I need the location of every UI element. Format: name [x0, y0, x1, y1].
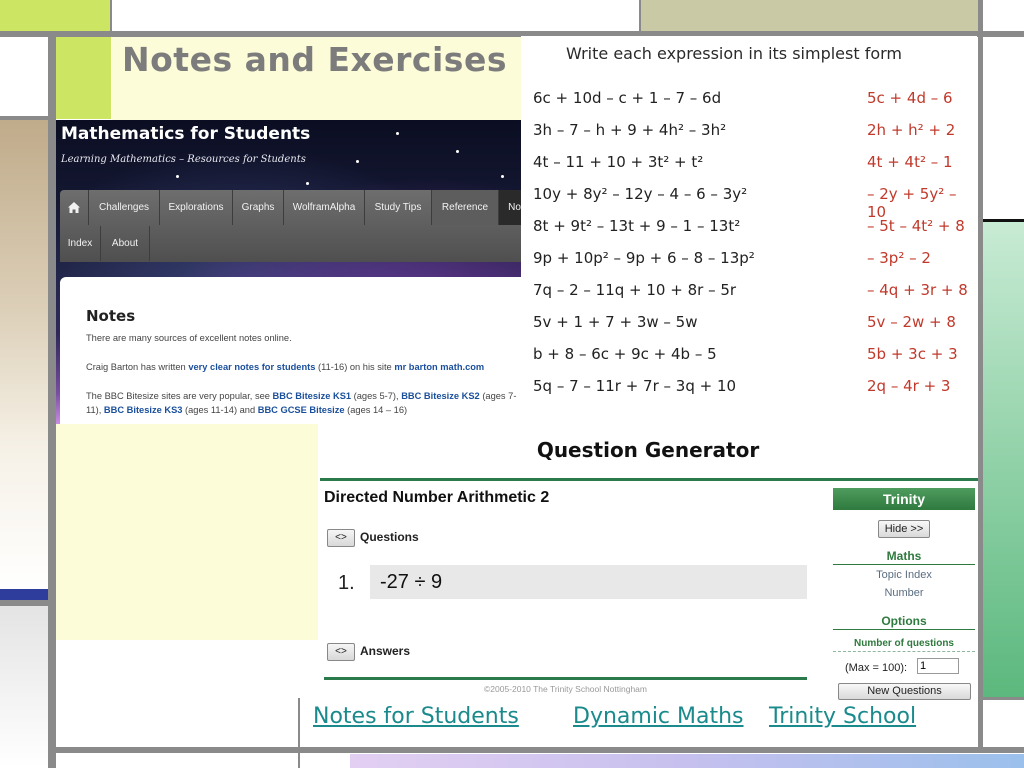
deco-cream-lower [56, 424, 318, 640]
deco-tan-gradient [0, 120, 48, 590]
hide-button[interactable]: Hide >> [878, 520, 930, 538]
star [501, 175, 504, 178]
expression-answer: – 5t – 4t² + 8 [867, 217, 965, 235]
text: The BBC Bitesize sites are very popular, see [86, 391, 273, 401]
deco-green-square [56, 37, 111, 119]
star [306, 182, 309, 185]
expression-answer: 5b + 3c + 3 [867, 345, 958, 363]
slide-title: Notes and Exercises [122, 40, 507, 79]
expression-question: 9p + 10p² – 9p + 6 – 8 – 13p² [533, 249, 755, 267]
bitesize-gcse-link[interactable]: BBC GCSE Bitesize [257, 405, 345, 415]
number-link[interactable]: Number [884, 587, 924, 599]
notes-for-students-link[interactable]: Notes for Students [313, 704, 519, 729]
expression-question: 5v + 1 + 7 + 3w – 5w [533, 313, 698, 331]
question-generator [318, 432, 978, 698]
divider [833, 564, 975, 565]
expression-question: 5q – 7 – 11r + 7r – 3q + 10 [533, 377, 737, 395]
resource-links [300, 700, 980, 748]
text: (ages 11-14) and [182, 405, 258, 415]
site-nav [60, 190, 522, 262]
number-of-questions-label: Number of questions [853, 638, 954, 649]
home-icon[interactable] [60, 190, 89, 225]
expression-answer: – 2y + 5y² – 10 [867, 185, 957, 221]
divider [320, 478, 978, 481]
divider [833, 651, 975, 652]
expression-question: 3h – 7 – h + 9 + 4h² – 3h² [533, 121, 727, 139]
grid-line [0, 116, 48, 120]
expression-answer: 2q – 4r + 3 [867, 377, 951, 395]
answers-toggle-button[interactable]: <> [327, 643, 355, 661]
bitesize-ks2-link[interactable]: BBC Bitesize KS2 [401, 391, 480, 401]
nav-index[interactable]: Index [60, 226, 101, 261]
nav-wolframalpha[interactable]: WolframAlpha [284, 190, 365, 225]
deco-white-lower [56, 640, 300, 748]
site-content [60, 277, 522, 424]
notes-paragraph [86, 331, 518, 345]
divider [833, 629, 975, 630]
grid-line [0, 600, 48, 606]
text: (11-16) on his site [315, 362, 395, 372]
barton-site-link[interactable]: mr barton math.com [394, 362, 485, 372]
text: Craig Barton has written [86, 362, 189, 372]
max-label: (Max = 100): [845, 662, 908, 674]
deco-olive-block [641, 0, 978, 33]
star [356, 160, 359, 163]
expression-question: 10y + 8y² – 12y – 4 – 6 – 3y² [533, 185, 748, 203]
expression-question: 7q – 2 – 11q + 10 + 8r – 5r [533, 281, 737, 299]
star [396, 132, 399, 135]
question-text: -27 ÷ 9 [380, 571, 443, 593]
expression-question: 6c + 10d – c + 1 – 7 – 6d [533, 89, 722, 107]
grid-line [48, 31, 56, 768]
worksheet-title: Write each expression in its simplest form [566, 44, 903, 63]
nav-reference[interactable]: Reference [432, 190, 499, 225]
expression-answer: 4t + 4t² – 1 [867, 153, 953, 171]
new-questions-button[interactable]: New Questions [838, 683, 971, 700]
nav-explorations[interactable]: Explorations [160, 190, 233, 225]
grid-line [983, 697, 1024, 700]
nav-about[interactable]: About [101, 226, 150, 261]
questions-toggle-button[interactable]: <> [327, 529, 355, 547]
topic-index-link[interactable]: Topic Index [876, 569, 932, 581]
trinity-banner: Trinity [833, 488, 975, 510]
divider [324, 677, 807, 680]
generator-title: Question Generator [536, 438, 760, 462]
number-of-questions-input[interactable] [917, 658, 959, 674]
deco-green-block [0, 0, 110, 31]
expression-question: 4t – 11 + 10 + 3t² + t² [533, 153, 704, 171]
expression-question: b + 8 – 6c + 9c + 4b – 5 [533, 345, 717, 363]
generator-topic: Directed Number Arithmetic 2 [324, 489, 550, 506]
barton-paragraph [86, 360, 518, 374]
expression-answer: 5c + 4d – 6 [867, 89, 953, 107]
expression-answer: – 3p² – 2 [867, 249, 931, 267]
nav-graphs[interactable]: Graphs [233, 190, 284, 225]
site-title: Mathematics for Students [61, 124, 311, 144]
options-heading: Options [881, 614, 927, 628]
text: (ages 7-11), [86, 391, 517, 415]
question-number: 1. [338, 572, 355, 594]
star [456, 150, 459, 153]
site-subtitle: Learning Mathematics – Resources for Students [61, 154, 306, 165]
bitesize-ks1-link[interactable]: BBC Bitesize KS1 [272, 391, 352, 401]
star [176, 175, 179, 178]
nav-notes[interactable]: No [499, 190, 522, 225]
deco-lavender-bar [350, 754, 1024, 768]
bitesize-ks3-link[interactable]: BBC Bitesize KS3 [103, 405, 183, 415]
questions-label: Questions [360, 530, 419, 544]
grid-line [978, 0, 983, 750]
expression-answer: – 4q + 3r + 8 [867, 281, 968, 299]
deco-black-line [983, 219, 1024, 222]
grid-line [639, 0, 641, 37]
answers-label: Answers [360, 644, 411, 658]
nav-study-tips[interactable]: Study Tips [365, 190, 432, 225]
expression-answer: 2h + h² + 2 [867, 121, 956, 139]
bitesize-paragraph [86, 389, 518, 417]
grid-line [110, 0, 112, 37]
trinity-school-link[interactable]: Trinity School [769, 704, 917, 729]
notes-heading: Notes [86, 307, 136, 325]
deco-mint-gradient [983, 222, 1024, 698]
nav-challenges[interactable]: Challenges [89, 190, 160, 225]
barton-notes-link[interactable]: very clear notes for students [188, 362, 316, 372]
dynamic-maths-link[interactable]: Dynamic Maths [573, 704, 744, 729]
notes-text: There are many sources of excellent notes online. [86, 333, 292, 343]
expressions-worksheet [521, 36, 977, 408]
text: (ages 5-7), [351, 391, 402, 401]
copyright-text: ©2005-2010 The Trinity School Nottingham [484, 684, 647, 694]
text: (ages 14 – 16) [344, 405, 408, 415]
maths-heading: Maths [886, 549, 922, 563]
deco-grey-gradient [0, 606, 48, 768]
expression-question: 8t + 9t² – 13t + 9 – 1 – 13t² [533, 217, 741, 235]
maths-site-screenshot [56, 120, 522, 424]
expression-answer: 5v – 2w + 8 [867, 313, 956, 331]
